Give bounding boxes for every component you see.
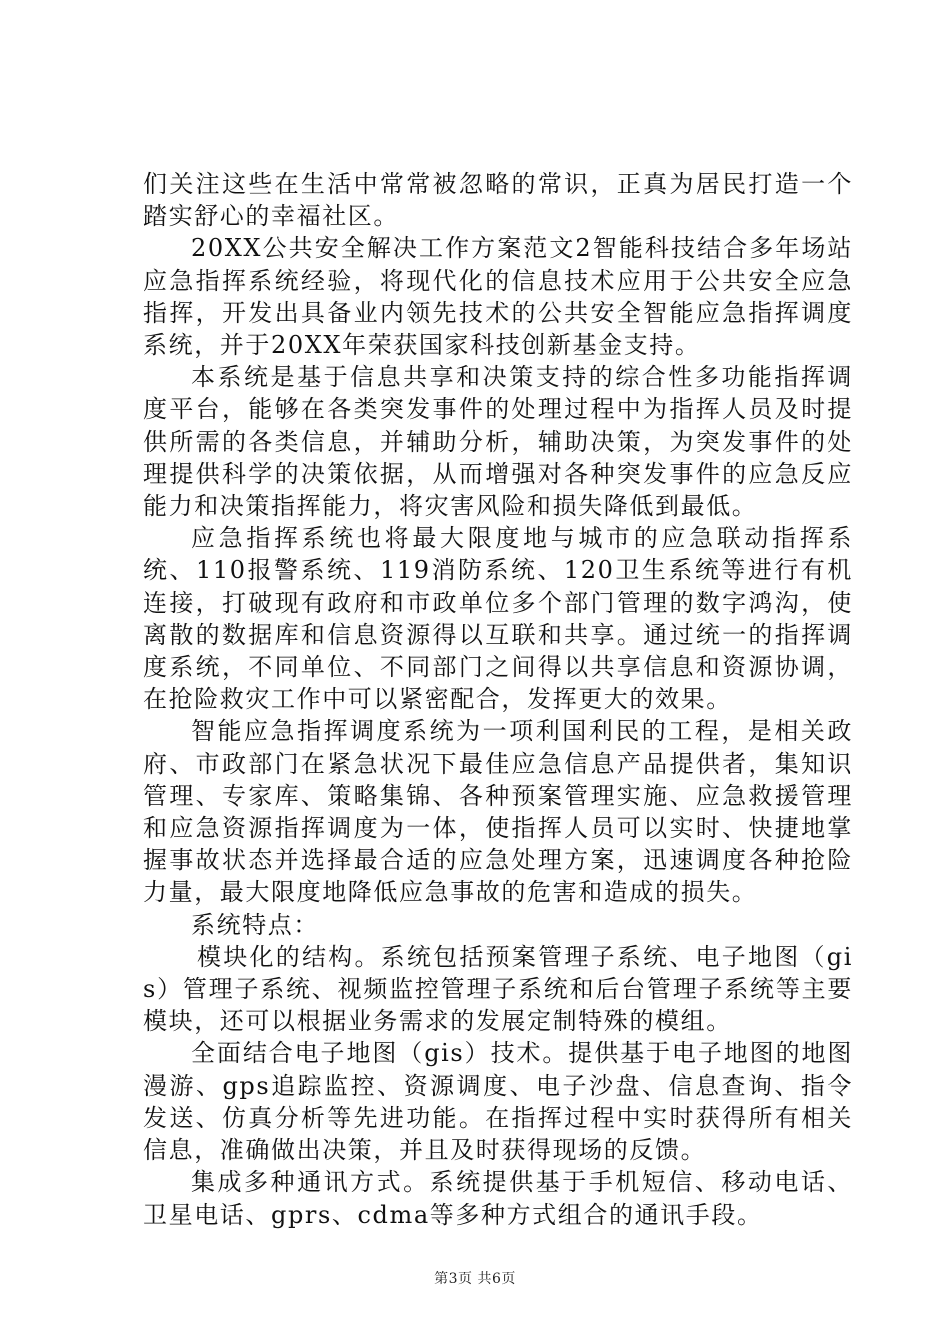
paragraph-integration: 应急指挥系统也将最大限度地与城市的应急联动指挥系统、110报警系统、119消防系统、120卫生系统等进行有机连接，打破现有政府和市政单位多个部门管理的数字鸿沟，使离散的数据库和信息资源得以互联和共享。通过统一的指挥调度系统，不同单位、不同部门之间得以共享信息和资源协调，在抢险救灾工作中可以紧密配合，发挥更大的效果。: [143, 524, 853, 714]
paragraph-feature-communication: 集成多种通讯方式。系统提供基于手机短信、移动电话、卫星电话、gprs、cdma等多种方式组合的通讯手段。: [143, 1168, 853, 1229]
page-number-label: 第3页 共6页: [434, 1271, 516, 1287]
section-heading-features: 系统特点：: [191, 910, 319, 939]
paragraph-intro: 20XX公共安全解决工作方案范文2智能科技结合多年场站应急指挥系统经验，将现代化的信息技术应用于公共安全应急指挥，开发出具备业内领先技术的公共安全智能应急指挥调度系统，并于20XX年荣获国家科技创新基金支持。: [143, 234, 853, 360]
paragraph-benefits: 智能应急指挥调度系统为一项利国利民的工程，是相关政府、市政部门在紧急状况下最佳应急信息产品提供者，集知识管理、专家库、策略集锦、各种预案管理实施、应急救援管理和应急资源指挥调度为一体，使指挥人员可以实时、快捷地掌握事故状态并选择最合适的应急处理方案，迅速调度各种抢险力量，最大限度地降低应急事故的危害和造成的损失。: [143, 717, 853, 907]
paragraph-continuation: 们关注这些在生活中常常被忽略的常识，正真为居民打造一个踏实舒心的幸福社区。: [143, 170, 853, 231]
document-body: [143, 168, 853, 1231]
page-footer: [0, 1268, 950, 1288]
paragraph-system-overview: 本系统是基于信息共享和决策支持的综合性多功能指挥调度平台，能够在各类突发事件的处理过程中为指挥人员及时提供所需的各类信息，并辅助分析，辅助决策，为突发事件的处理提供科学的决策依据，从而增强对各种突发事件的应急反应能力和决策指挥能力，将灾害风险和损失降低到最低。: [143, 363, 853, 521]
paragraph-feature-gis: 全面结合电子地图（gis）技术。提供基于电子地图的地图漫游、gps追踪监控、资源调度、电子沙盘、信息查询、指令发送、仿真分析等先进功能。在指挥过程中实时获得所有相关信息，准确做出决策，并且及时获得现场的反馈。: [143, 1039, 853, 1165]
paragraph-feature-modular: 模块化的结构。系统包括预案管理子系统、电子地图（gis）管理子系统、视频监控管理子系统和后台管理子系统等主要模块，还可以根据业务需求的发展定制特殊的模组。: [143, 942, 853, 1036]
